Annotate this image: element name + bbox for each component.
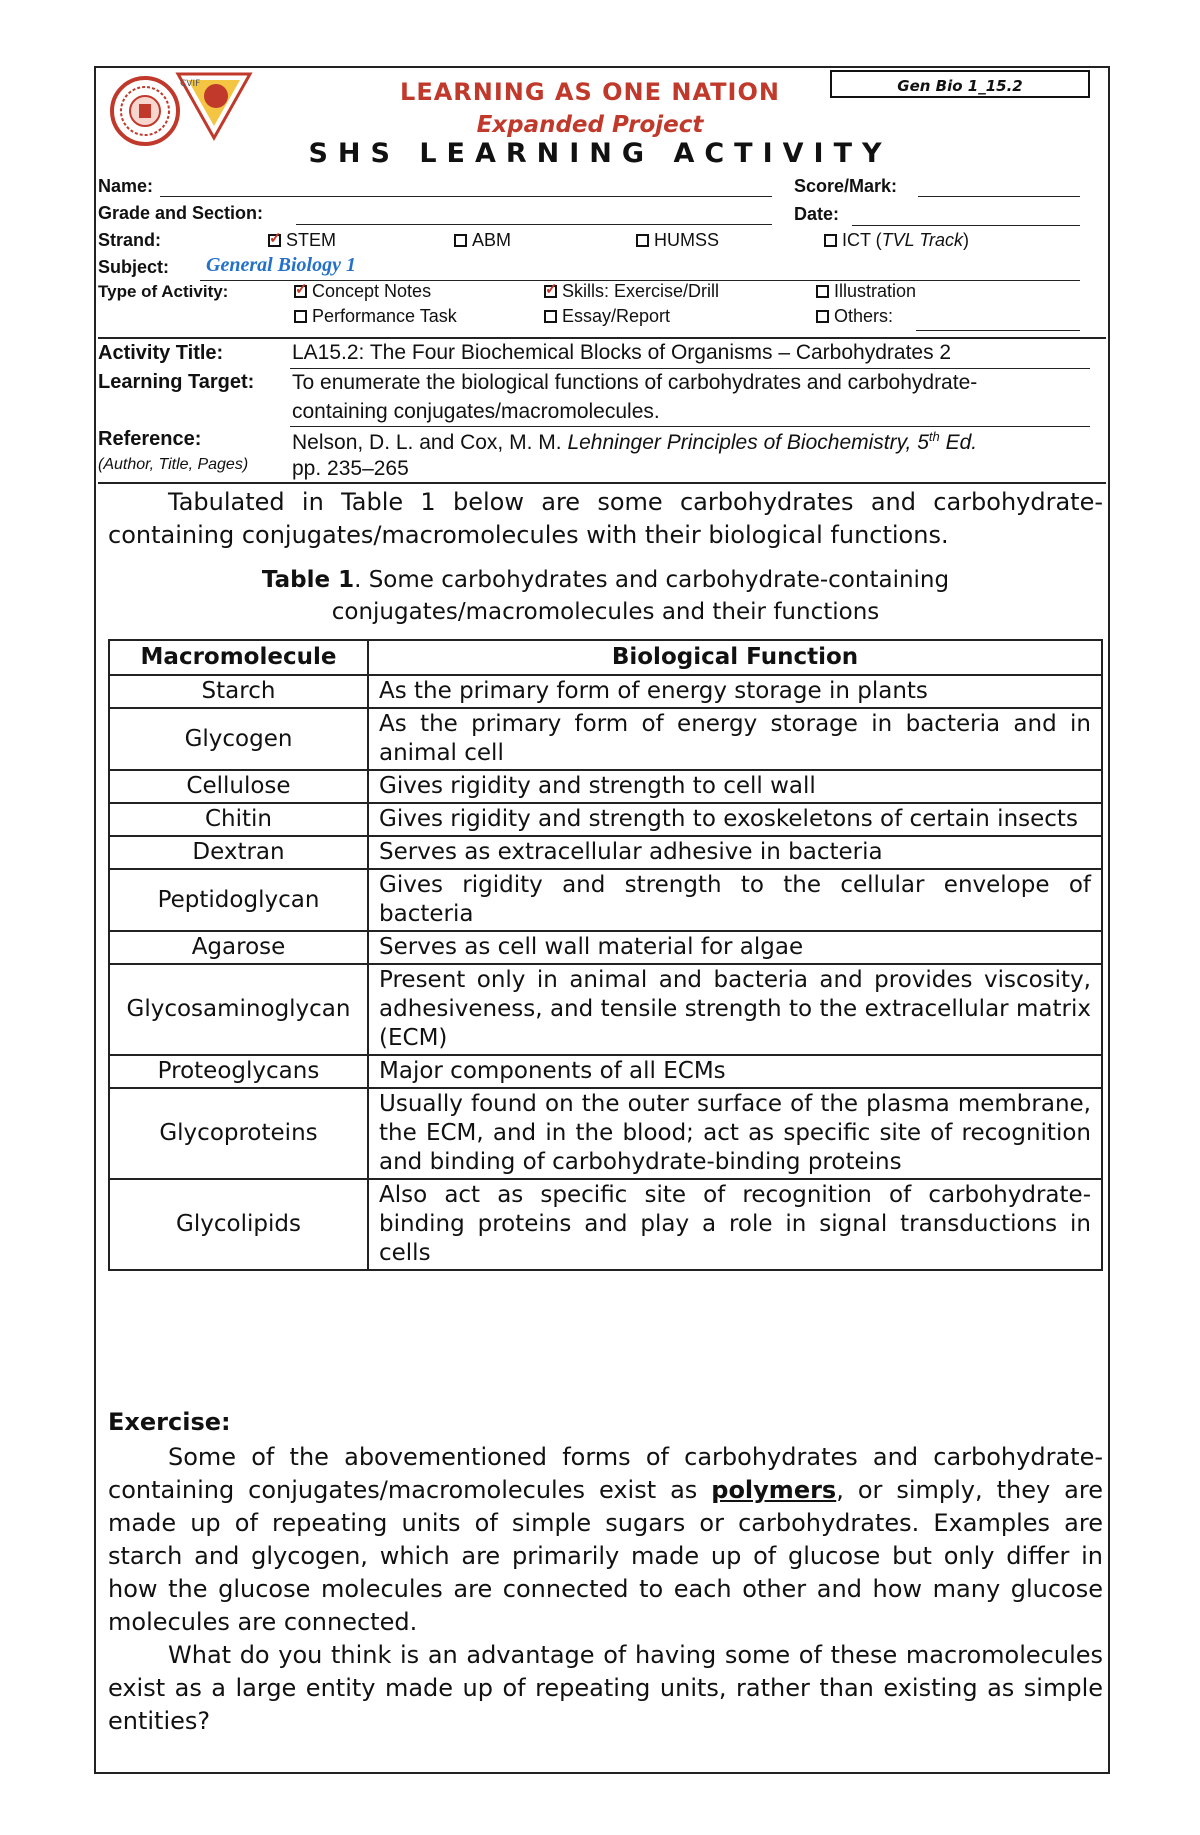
- function-cell: Major components of all ECMs: [368, 1055, 1102, 1088]
- macromolecule-cell: Glycolipids: [109, 1179, 368, 1270]
- function-cell: Gives rigidity and strength to cell wall: [368, 770, 1102, 803]
- table-row: [109, 708, 1102, 770]
- activity-type-concept-notes[interactable]: [294, 281, 431, 302]
- exercise-question: What do you think is an advantage of having some of these macromolecules exist as a large entity made up of repeating units, rather than existing as simple entities?: [108, 1641, 1103, 1735]
- name-field[interactable]: [160, 196, 772, 197]
- checkbox-icon[interactable]: [294, 310, 307, 323]
- checkbox-icon[interactable]: [294, 285, 307, 298]
- function-cell: As the primary form of energy storage in plants: [368, 675, 1102, 708]
- table-caption-label: Table 1: [261, 567, 355, 593]
- reference-authors: Nelson, D. L. and Cox, M. M.: [292, 431, 562, 454]
- date-field[interactable]: [852, 225, 1080, 226]
- school-seal-logo: [110, 76, 180, 146]
- activity-type-option-label: Concept Notes: [312, 281, 432, 301]
- cvif-logo: [174, 70, 254, 142]
- reference-edition: Ed.: [939, 431, 978, 454]
- activity-type-option-label: Skills: Exercise/Drill: [562, 281, 720, 301]
- program-subtitle: Expanded Project: [476, 112, 704, 138]
- learning-target-line2: containing conjugates/macromolecules.: [292, 400, 660, 423]
- score-label: Score/Mark:: [794, 176, 898, 196]
- grade-section-field[interactable]: [296, 224, 772, 225]
- activity-type-others[interactable]: [816, 306, 893, 327]
- checkbox-icon[interactable]: [816, 285, 829, 298]
- function-cell: As the primary form of energy storage in bacteria and in animal cell: [368, 708, 1102, 770]
- macromolecule-cell: Proteoglycans: [109, 1055, 368, 1088]
- learning-target-label: Learning Target:: [98, 371, 255, 393]
- table-row: [109, 1088, 1102, 1179]
- checkbox-icon[interactable]: [544, 285, 557, 298]
- divider: [98, 482, 1106, 484]
- reference-label: Reference:: [98, 428, 202, 450]
- strand-option-stem[interactable]: [268, 230, 336, 251]
- strand-option-label: HUMSS: [654, 230, 720, 250]
- activity-type-option-label: Performance Task: [312, 306, 457, 326]
- macromolecule-cell: Chitin: [109, 803, 368, 836]
- strand-option-suffix: TVL Track: [881, 230, 964, 250]
- activity-type-essay-report[interactable]: [544, 306, 670, 327]
- activity-type-option-label: Essay/Report: [562, 306, 671, 326]
- activity-type-exercise-drill[interactable]: [544, 281, 719, 302]
- reference-book: Lehninger Principles of Biochemistry, 5: [567, 431, 929, 454]
- subject-label: Subject:: [98, 257, 170, 277]
- activity-title-line: [290, 368, 1090, 369]
- checkbox-icon[interactable]: [268, 234, 281, 247]
- function-cell: Also act as specific site of recognition of carbohydrate-binding proteins and play a role in signal transductions in cells: [368, 1179, 1102, 1270]
- grade-section-label: Grade and Section:: [98, 203, 264, 223]
- macromolecule-cell: Glycogen: [109, 708, 368, 770]
- function-cell: Serves as cell wall material for algae: [368, 931, 1102, 964]
- checkbox-icon[interactable]: [544, 310, 557, 323]
- activity-type-option-label: Others:: [834, 306, 894, 326]
- table-caption-line1: . Some carbohydrates and carbohydrate-containing: [354, 567, 950, 593]
- subject-value: General Biology 1: [206, 254, 356, 276]
- exercise-heading: Exercise:: [108, 1408, 231, 1436]
- learning-target-line1: To enumerate the biological functions of carbohydrates and carbohydrate-: [292, 371, 978, 394]
- function-cell: Present only in animal and bacteria and provides viscosity, adhesiveness, and tensile strength to the extracellular matrix (ECM): [368, 964, 1102, 1055]
- activity-type-illustration[interactable]: [816, 281, 916, 302]
- learning-target-line: [290, 426, 1090, 427]
- strand-option-humss[interactable]: [636, 230, 719, 251]
- macromolecule-cell: Peptidoglycan: [109, 869, 368, 931]
- table-row: [109, 931, 1102, 964]
- exercise-text-after: , or simply, they are made up of repeating units of simple sugars or carbohydrates. Examples are starch and glycogen, which are primarily made up of glucose but only differ in how the glucose molecules are connected to each other and how many glucose molecules are connected.: [108, 1476, 1103, 1636]
- activity-sheet-title: SHS LEARNING ACTIVITY: [308, 138, 892, 169]
- activity-title-label: Activity Title:: [98, 342, 224, 364]
- table-row: [109, 964, 1102, 1055]
- table-caption: [108, 564, 1103, 628]
- function-cell: Gives rigidity and strength to the cellular envelope of bacteria: [368, 869, 1102, 931]
- table-row: [109, 1055, 1102, 1088]
- divider: [98, 337, 1106, 339]
- exercise-text-before: Some of the abovementioned forms of carbohydrates and carbohydrate-containing conjugates/macromolecules exist as: [108, 1443, 1103, 1504]
- activity-title-value: LA15.2: The Four Biochemical Blocks of Organisms – Carbohydrates 2: [292, 341, 952, 364]
- reference-edition-sup: th: [928, 429, 940, 444]
- macromolecule-cell: Cellulose: [109, 770, 368, 803]
- macromolecule-cell: Dextran: [109, 836, 368, 869]
- table-row: [109, 803, 1102, 836]
- strand-option-label: ABM: [472, 230, 512, 250]
- strand-option-label: ICT: [842, 230, 871, 250]
- intro-paragraph: Tabulated in Table 1 below are some carbohydrates and carbohydrate-containing conjugates/macromolecules with their biological functions.: [108, 488, 1103, 549]
- checkbox-icon[interactable]: [816, 310, 829, 323]
- functions-table: [108, 639, 1103, 1271]
- date-label: Date:: [794, 204, 840, 224]
- checkbox-icon[interactable]: [824, 234, 837, 247]
- activity-type-performance-task[interactable]: [294, 306, 457, 327]
- strand-option-label: STEM: [286, 230, 337, 250]
- program-title: LEARNING AS ONE NATION: [400, 78, 780, 106]
- macromolecule-cell: Agarose: [109, 931, 368, 964]
- name-label: Name:: [98, 176, 154, 196]
- reference-pages: pp. 235–265: [292, 457, 409, 480]
- column-header: Biological Function: [368, 640, 1102, 675]
- table-row: [109, 1179, 1102, 1270]
- reference-hint: (Author, Title, Pages): [98, 456, 249, 473]
- macromolecule-cell: Glycosaminoglycan: [109, 964, 368, 1055]
- function-cell: Usually found on the outer surface of the plasma membrane, the ECM, and in the blood; act as specific site of recognition and binding of carbohydrate-binding proteins: [368, 1088, 1102, 1179]
- activity-type-option-label: Illustration: [834, 281, 917, 301]
- table-caption-line2: conjugates/macromolecules and their functions: [331, 599, 880, 625]
- macromolecule-cell: Glycoproteins: [109, 1088, 368, 1179]
- table-row: [109, 836, 1102, 869]
- others-field[interactable]: [916, 330, 1080, 331]
- exercise-paragraph-1: [108, 1441, 1103, 1639]
- strand-label: Strand:: [98, 230, 161, 250]
- column-header: Macromolecule: [109, 640, 368, 675]
- table-header-row: [109, 640, 1102, 675]
- strand-option-ict[interactable]: ICT (TVL Track): [824, 230, 969, 251]
- checkbox-icon[interactable]: [454, 234, 467, 247]
- function-cell: Gives rigidity and strength to exoskeletons of certain insects: [368, 803, 1102, 836]
- activity-type-label: Type of Activity:: [98, 282, 229, 301]
- table-row: [109, 869, 1102, 931]
- score-field[interactable]: [918, 196, 1080, 197]
- reference-citation: [292, 429, 1092, 455]
- table-row: [109, 770, 1102, 803]
- macromolecule-cell: Starch: [109, 675, 368, 708]
- strand-option-abm[interactable]: [454, 230, 511, 251]
- module-code: Gen Bio 1_15.2: [830, 70, 1090, 98]
- exercise-keyword: polymers: [711, 1476, 837, 1504]
- function-cell: Serves as extracellular adhesive in bacteria: [368, 836, 1102, 869]
- checkbox-icon[interactable]: [636, 234, 649, 247]
- cvif-logo-text: CVIF: [180, 79, 201, 89]
- table-row: [109, 675, 1102, 708]
